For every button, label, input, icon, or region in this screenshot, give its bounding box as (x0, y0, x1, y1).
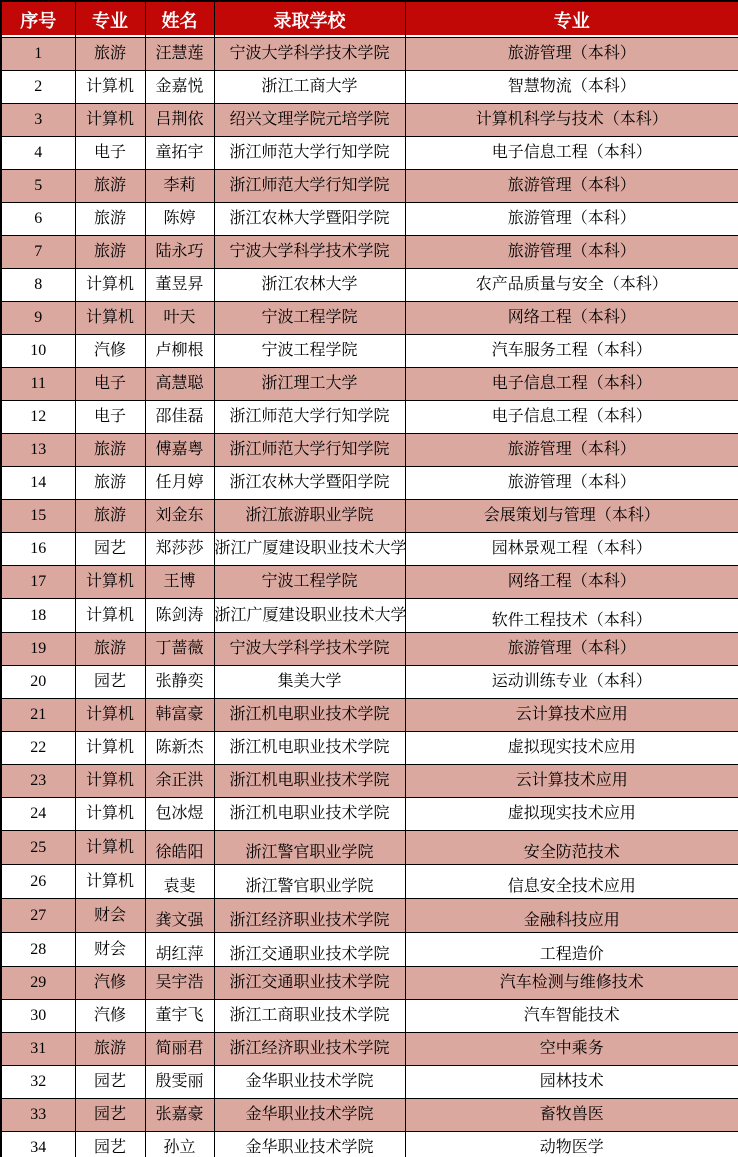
table-row (1, 732, 738, 765)
cell-index: 24 (1, 798, 75, 831)
cell-category: 计算机 (75, 699, 145, 732)
cell-category: 旅游 (75, 236, 145, 269)
cell-school: 浙江理工大学 (214, 368, 405, 401)
cell-index: 26 (1, 865, 75, 899)
table-row (1, 566, 738, 599)
cell-index: 15 (1, 500, 75, 533)
cell-major: 虚拟现实技术应用 (405, 732, 738, 765)
column-header-name: 姓名 (145, 1, 214, 38)
cell-index: 5 (1, 170, 75, 203)
cell-name: 卢柳根 (145, 335, 214, 368)
cell-name: 殷雯丽 (145, 1066, 214, 1099)
cell-major: 智慧物流（本科） (405, 71, 738, 104)
cell-name: 高慧聪 (145, 368, 214, 401)
cell-index: 6 (1, 203, 75, 236)
cell-major: 旅游管理（本科） (405, 170, 738, 203)
cell-major: 园林景观工程（本科） (405, 533, 738, 566)
cell-name: 郑莎莎 (145, 533, 214, 566)
cell-category: 园艺 (75, 533, 145, 566)
cell-major: 汽车检测与维修技术 (405, 967, 738, 1000)
cell-index: 28 (1, 933, 75, 967)
cell-category: 旅游 (75, 38, 145, 71)
cell-school: 集美大学 (214, 666, 405, 699)
cell-major: 运动训练专业（本科） (405, 666, 738, 699)
table-row (1, 269, 738, 302)
cell-major: 汽车服务工程（本科） (405, 335, 738, 368)
cell-category: 计算机 (75, 71, 145, 104)
cell-category: 园艺 (75, 666, 145, 699)
cell-category: 计算机 (75, 865, 145, 899)
cell-name: 叶天 (145, 302, 214, 335)
cell-major: 空中乘务 (405, 1033, 738, 1066)
cell-name: 余正洪 (145, 765, 214, 798)
cell-major: 工程造价 (405, 933, 738, 967)
cell-school: 浙江师范大学行知学院 (214, 137, 405, 170)
cell-index: 22 (1, 732, 75, 765)
cell-school: 浙江农林大学暨阳学院 (214, 203, 405, 236)
cell-category: 旅游 (75, 170, 145, 203)
cell-name: 孙立 (145, 1132, 214, 1157)
table-row (1, 599, 738, 633)
cell-major: 网络工程（本科） (405, 302, 738, 335)
cell-name: 丁蔷薇 (145, 633, 214, 666)
table-row (1, 104, 738, 137)
cell-major: 云计算技术应用 (405, 765, 738, 798)
cell-index: 19 (1, 633, 75, 666)
cell-major: 农产品质量与安全（本科） (405, 269, 738, 302)
cell-category: 汽修 (75, 967, 145, 1000)
table-body (1, 38, 738, 1157)
cell-school: 浙江机电职业技术学院 (214, 798, 405, 831)
table-row (1, 71, 738, 104)
cell-category: 计算机 (75, 302, 145, 335)
table-row (1, 137, 738, 170)
table-row (1, 203, 738, 236)
cell-name: 金嘉悦 (145, 71, 214, 104)
cell-school: 浙江机电职业技术学院 (214, 765, 405, 798)
cell-category: 计算机 (75, 765, 145, 798)
cell-name: 董昱昇 (145, 269, 214, 302)
cell-index: 16 (1, 533, 75, 566)
cell-index: 30 (1, 1000, 75, 1033)
table-row (1, 368, 738, 401)
table-row (1, 633, 738, 666)
cell-school: 宁波大学科学技术学院 (214, 633, 405, 666)
cell-category: 财会 (75, 933, 145, 967)
cell-school: 浙江警官职业学院 (214, 865, 405, 899)
cell-name: 简丽君 (145, 1033, 214, 1066)
cell-index: 31 (1, 1033, 75, 1066)
cell-name: 韩富豪 (145, 699, 214, 732)
cell-name: 李莉 (145, 170, 214, 203)
cell-name: 陆永巧 (145, 236, 214, 269)
cell-school: 宁波工程学院 (214, 302, 405, 335)
cell-category: 旅游 (75, 500, 145, 533)
cell-name: 袁斐 (145, 865, 214, 899)
cell-major: 旅游管理（本科） (405, 203, 738, 236)
cell-index: 4 (1, 137, 75, 170)
cell-name: 童拓宇 (145, 137, 214, 170)
table-row (1, 865, 738, 899)
header-row (1, 1, 738, 38)
cell-major: 汽车智能技术 (405, 1000, 738, 1033)
cell-name: 陈新杰 (145, 732, 214, 765)
cell-major: 网络工程（本科） (405, 566, 738, 599)
cell-school: 浙江交通职业技术学院 (214, 967, 405, 1000)
cell-name: 吕荆依 (145, 104, 214, 137)
table-header (1, 1, 738, 38)
cell-index: 8 (1, 269, 75, 302)
cell-category: 汽修 (75, 1000, 145, 1033)
cell-school: 浙江交通职业技术学院 (214, 933, 405, 967)
cell-category: 电子 (75, 368, 145, 401)
cell-index: 3 (1, 104, 75, 137)
cell-major: 虚拟现实技术应用 (405, 798, 738, 831)
cell-name: 张嘉豪 (145, 1099, 214, 1132)
cell-school: 金华职业技术学院 (214, 1066, 405, 1099)
column-header-category: 专业 (75, 1, 145, 38)
cell-name: 张静奕 (145, 666, 214, 699)
cell-category: 园艺 (75, 1066, 145, 1099)
cell-major: 旅游管理（本科） (405, 633, 738, 666)
column-header-school: 录取学校 (214, 1, 405, 38)
cell-index: 14 (1, 467, 75, 500)
cell-name: 陈剑涛 (145, 599, 214, 633)
cell-index: 23 (1, 765, 75, 798)
cell-major: 电子信息工程（本科） (405, 137, 738, 170)
table-row (1, 699, 738, 732)
cell-name: 邵佳磊 (145, 401, 214, 434)
cell-major: 旅游管理（本科） (405, 38, 738, 71)
cell-major: 畜牧兽医 (405, 1099, 738, 1132)
cell-category: 旅游 (75, 434, 145, 467)
cell-major: 园林技术 (405, 1066, 738, 1099)
table-row (1, 798, 738, 831)
cell-major: 旅游管理（本科） (405, 236, 738, 269)
cell-name: 徐皓阳 (145, 831, 214, 865)
table-row (1, 1000, 738, 1033)
cell-school: 宁波大学科学技术学院 (214, 38, 405, 71)
cell-index: 1 (1, 38, 75, 71)
cell-index: 27 (1, 899, 75, 933)
table-row (1, 899, 738, 933)
table-row (1, 933, 738, 967)
cell-index: 10 (1, 335, 75, 368)
table-row (1, 335, 738, 368)
table-row (1, 434, 738, 467)
cell-major: 旅游管理（本科） (405, 467, 738, 500)
cell-major: 信息安全技术应用 (405, 865, 738, 899)
cell-school: 浙江机电职业技术学院 (214, 732, 405, 765)
cell-school: 浙江旅游职业学院 (214, 500, 405, 533)
cell-category: 财会 (75, 899, 145, 933)
table-row (1, 500, 738, 533)
cell-index: 25 (1, 831, 75, 865)
cell-index: 13 (1, 434, 75, 467)
cell-major: 电子信息工程（本科） (405, 368, 738, 401)
cell-name: 包冰煜 (145, 798, 214, 831)
cell-name: 刘金东 (145, 500, 214, 533)
table-row (1, 533, 738, 566)
cell-name: 傅嘉粤 (145, 434, 214, 467)
cell-school: 金华职业技术学院 (214, 1099, 405, 1132)
cell-name: 胡红萍 (145, 933, 214, 967)
column-header-major: 专业 (405, 1, 738, 38)
table-row (1, 1066, 738, 1099)
cell-category: 计算机 (75, 104, 145, 137)
cell-index: 2 (1, 71, 75, 104)
cell-category: 汽修 (75, 335, 145, 368)
table-row (1, 467, 738, 500)
cell-school: 浙江师范大学行知学院 (214, 434, 405, 467)
cell-major: 电子信息工程（本科） (405, 401, 738, 434)
cell-index: 17 (1, 566, 75, 599)
cell-school: 浙江经济职业技术学院 (214, 899, 405, 933)
cell-category: 计算机 (75, 269, 145, 302)
table-row (1, 666, 738, 699)
cell-major: 软件工程技术（本科） (405, 599, 738, 633)
cell-category: 旅游 (75, 203, 145, 236)
cell-index: 21 (1, 699, 75, 732)
cell-name: 董宇飞 (145, 1000, 214, 1033)
column-header-index: 序号 (1, 1, 75, 38)
cell-school: 浙江工商职业技术学院 (214, 1000, 405, 1033)
cell-school: 浙江师范大学行知学院 (214, 170, 405, 203)
cell-index: 18 (1, 599, 75, 633)
cell-school: 浙江农林大学 (214, 269, 405, 302)
cell-name: 龚文强 (145, 899, 214, 933)
cell-category: 旅游 (75, 467, 145, 500)
cell-index: 33 (1, 1099, 75, 1132)
cell-name: 任月婷 (145, 467, 214, 500)
table-row (1, 1099, 738, 1132)
table-row (1, 302, 738, 335)
cell-major: 动物医学 (405, 1132, 738, 1157)
cell-major: 计算机科学与技术（本科） (405, 104, 738, 137)
cell-category: 电子 (75, 401, 145, 434)
cell-category: 旅游 (75, 1033, 145, 1066)
cell-school: 浙江警官职业学院 (214, 831, 405, 865)
cell-index: 29 (1, 967, 75, 1000)
cell-name: 陈婷 (145, 203, 214, 236)
table-row (1, 38, 738, 71)
table-row (1, 1033, 738, 1066)
cell-index: 7 (1, 236, 75, 269)
cell-school: 宁波大学科学技术学院 (214, 236, 405, 269)
cell-school: 浙江师范大学行知学院 (214, 401, 405, 434)
table-row (1, 236, 738, 269)
cell-school: 浙江工商大学 (214, 71, 405, 104)
cell-name: 吴宇浩 (145, 967, 214, 1000)
cell-school: 宁波工程学院 (214, 335, 405, 368)
table-row (1, 967, 738, 1000)
cell-category: 园艺 (75, 1132, 145, 1157)
cell-category: 计算机 (75, 831, 145, 865)
table-row (1, 1132, 738, 1157)
cell-index: 32 (1, 1066, 75, 1099)
cell-school: 浙江广厦建设职业技术大学 (214, 599, 405, 633)
table-row (1, 831, 738, 865)
cell-category: 电子 (75, 137, 145, 170)
cell-major: 安全防范技术 (405, 831, 738, 865)
table-row (1, 401, 738, 434)
cell-school: 浙江机电职业技术学院 (214, 699, 405, 732)
cell-index: 20 (1, 666, 75, 699)
cell-major: 金融科技应用 (405, 899, 738, 933)
cell-category: 计算机 (75, 798, 145, 831)
cell-index: 12 (1, 401, 75, 434)
cell-index: 34 (1, 1132, 75, 1157)
table-row (1, 170, 738, 203)
cell-index: 9 (1, 302, 75, 335)
cell-school: 宁波工程学院 (214, 566, 405, 599)
table-row (1, 765, 738, 798)
cell-school: 金华职业技术学院 (214, 1132, 405, 1157)
cell-name: 王博 (145, 566, 214, 599)
cell-category: 计算机 (75, 732, 145, 765)
cell-category: 园艺 (75, 1099, 145, 1132)
cell-index: 11 (1, 368, 75, 401)
cell-school: 浙江农林大学暨阳学院 (214, 467, 405, 500)
cell-category: 旅游 (75, 633, 145, 666)
cell-major: 旅游管理（本科） (405, 434, 738, 467)
cell-major: 会展策划与管理（本科） (405, 500, 738, 533)
cell-category: 计算机 (75, 566, 145, 599)
cell-major: 云计算技术应用 (405, 699, 738, 732)
cell-name: 汪慧莲 (145, 38, 214, 71)
cell-school: 浙江广厦建设职业技术大学 (214, 533, 405, 566)
cell-category: 计算机 (75, 599, 145, 633)
cell-school: 浙江经济职业技术学院 (214, 1033, 405, 1066)
cell-school: 绍兴文理学院元培学院 (214, 104, 405, 137)
